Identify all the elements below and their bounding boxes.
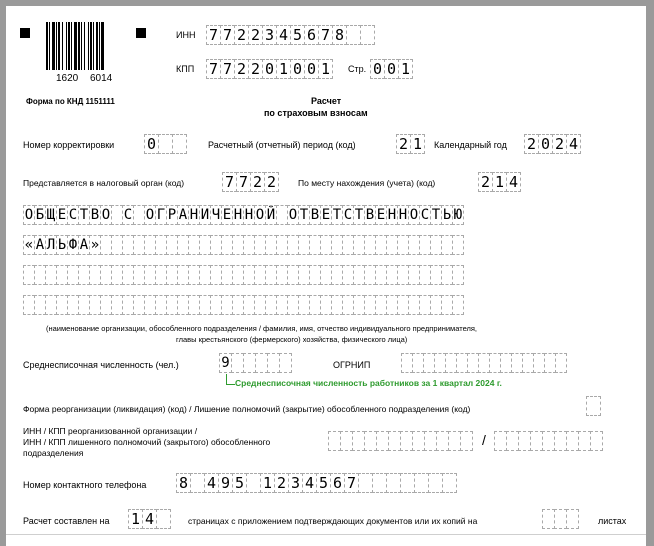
barcode-bar bbox=[68, 22, 70, 70]
char-cell[interactable]: В bbox=[90, 207, 100, 223]
char-cell[interactable]: Ф bbox=[68, 237, 78, 253]
char-cell[interactable]: Е bbox=[57, 207, 67, 223]
char-cell[interactable] bbox=[452, 295, 464, 315]
barcode-bar bbox=[71, 22, 72, 70]
char-cell[interactable]: 2 bbox=[264, 172, 279, 192]
char-cell[interactable]: 5 bbox=[232, 473, 247, 493]
char-cell[interactable]: 4 bbox=[142, 509, 157, 529]
location-cells[interactable] bbox=[478, 172, 521, 192]
barcode-bar bbox=[74, 22, 77, 70]
char-cell[interactable]: О bbox=[24, 207, 34, 223]
org-name-row-4[interactable] bbox=[23, 295, 464, 315]
char-cell[interactable]: Р bbox=[167, 207, 177, 223]
barcode-bar bbox=[96, 22, 98, 70]
headcount-cells[interactable] bbox=[219, 353, 292, 373]
char-cell[interactable]: Л bbox=[46, 237, 56, 253]
year-cells[interactable] bbox=[524, 134, 581, 154]
barcode-bar bbox=[84, 22, 85, 70]
headcount-annotation: Среднесписочная численность работников за 1 квартал 2024 г. bbox=[235, 378, 502, 388]
phone-label: Номер контактного телефона bbox=[23, 480, 147, 490]
reorg-slash: / bbox=[482, 432, 486, 448]
char-cell[interactable]: 1 bbox=[410, 134, 425, 154]
char-cell[interactable]: 2 bbox=[234, 59, 249, 79]
org-name-row-2[interactable] bbox=[23, 235, 464, 255]
char-cell[interactable]: 0 bbox=[384, 59, 399, 79]
char-cell[interactable]: Е bbox=[376, 207, 386, 223]
ogrnip-cells[interactable] bbox=[401, 353, 567, 373]
char-cell[interactable]: 7 bbox=[344, 473, 359, 493]
char-cell[interactable]: Н bbox=[233, 207, 243, 223]
char-cell[interactable] bbox=[346, 25, 361, 45]
kpp-label: КПП bbox=[176, 64, 195, 74]
reorg-cells[interactable] bbox=[586, 396, 601, 416]
tax-authority-cells[interactable] bbox=[222, 172, 279, 192]
char-cell[interactable] bbox=[414, 473, 429, 493]
pages-label-before: Расчет составлен на bbox=[23, 516, 110, 526]
char-cell[interactable]: 2 bbox=[552, 134, 567, 154]
barcode-bar bbox=[66, 22, 67, 70]
barcode-marker-right bbox=[136, 28, 146, 38]
barcode-number-right: 6014 bbox=[90, 73, 113, 84]
org-name-row-3[interactable] bbox=[23, 265, 464, 285]
char-cell[interactable]: 8 bbox=[176, 473, 191, 493]
char-cell[interactable]: Т bbox=[431, 207, 441, 223]
char-cell[interactable]: Ь bbox=[57, 237, 67, 253]
char-cell[interactable]: 1 bbox=[318, 59, 333, 79]
char-cell[interactable]: 2 bbox=[248, 59, 263, 79]
char-cell[interactable]: 7 bbox=[206, 25, 221, 45]
barcode-marker-left bbox=[20, 28, 30, 38]
location-label: По месту нахождения (учета) (код) bbox=[298, 178, 436, 188]
char-cell[interactable]: 6 bbox=[330, 473, 345, 493]
period-cells[interactable] bbox=[396, 134, 425, 154]
char-cell[interactable]: Ю bbox=[453, 207, 463, 223]
char-cell[interactable]: О bbox=[101, 207, 111, 223]
char-cell[interactable]: 7 bbox=[318, 25, 333, 45]
reorg-inn-cells[interactable] bbox=[328, 431, 473, 451]
char-cell[interactable]: Е bbox=[321, 207, 331, 223]
char-cell[interactable] bbox=[555, 353, 567, 373]
char-cell[interactable]: 9 bbox=[218, 473, 233, 493]
title-line1: Расчет bbox=[311, 96, 342, 106]
char-cell[interactable] bbox=[428, 473, 443, 493]
title-line2: по страховым взносам bbox=[264, 108, 368, 118]
char-cell[interactable]: И bbox=[200, 207, 210, 223]
char-cell[interactable]: 5 bbox=[290, 25, 305, 45]
char-cell[interactable]: 2 bbox=[524, 134, 539, 154]
char-cell[interactable]: О bbox=[409, 207, 419, 223]
char-cell[interactable]: 9 bbox=[219, 353, 232, 373]
ogrnip-label: ОГРНИП bbox=[333, 360, 371, 370]
char-cell[interactable]: 7 bbox=[222, 172, 237, 192]
pages-label-middle: страницах с приложением подтверждающих документов или их копий на bbox=[188, 516, 478, 526]
char-cell[interactable]: С bbox=[420, 207, 430, 223]
char-cell[interactable]: Г bbox=[156, 207, 166, 223]
char-cell[interactable] bbox=[360, 25, 375, 45]
char-cell[interactable]: О bbox=[145, 207, 155, 223]
char-cell[interactable] bbox=[279, 353, 292, 373]
barcode-bar bbox=[49, 22, 50, 70]
char-cell[interactable]: Н bbox=[387, 207, 397, 223]
barcode-bar bbox=[93, 22, 94, 70]
char-cell[interactable] bbox=[358, 473, 373, 493]
char-cell[interactable] bbox=[172, 134, 187, 154]
char-cell[interactable]: С bbox=[68, 207, 78, 223]
char-cell[interactable]: 2 bbox=[478, 172, 493, 192]
char-cell[interactable]: 2 bbox=[274, 473, 289, 493]
char-cell[interactable]: С bbox=[343, 207, 353, 223]
char-cell[interactable]: Щ bbox=[46, 207, 56, 223]
char-cell[interactable]: Т bbox=[79, 207, 89, 223]
char-cell[interactable]: 6 bbox=[304, 25, 319, 45]
barcode-bar bbox=[101, 22, 104, 70]
char-cell[interactable]: 3 bbox=[262, 25, 277, 45]
char-cell[interactable]: 0 bbox=[538, 134, 553, 154]
char-cell[interactable]: 0 bbox=[262, 59, 277, 79]
char-cell[interactable]: 1 bbox=[398, 59, 413, 79]
char-cell[interactable]: 4 bbox=[566, 134, 581, 154]
char-cell[interactable]: 4 bbox=[302, 473, 317, 493]
char-cell[interactable] bbox=[566, 509, 579, 529]
char-cell[interactable]: О bbox=[288, 207, 298, 223]
char-cell[interactable] bbox=[156, 509, 171, 529]
char-cell[interactable] bbox=[400, 473, 415, 493]
barcode-bar bbox=[52, 22, 55, 70]
barcode-number-left: 1620 bbox=[56, 73, 79, 84]
barcode-bar bbox=[46, 22, 48, 70]
reorg-inn-line2: ИНН / КПП лишенного полномочий (закрытого) обособленного bbox=[23, 437, 271, 447]
phone-cells[interactable] bbox=[176, 473, 457, 493]
period-label: Расчетный (отчетный) период (код) bbox=[208, 140, 356, 150]
char-cell[interactable] bbox=[590, 431, 603, 451]
reorg-kpp-cells[interactable] bbox=[494, 431, 603, 451]
char-cell[interactable]: А bbox=[35, 237, 45, 253]
page-label: Стр. bbox=[348, 64, 367, 74]
char-cell[interactable]: 7 bbox=[220, 59, 235, 79]
char-cell[interactable]: 0 bbox=[370, 59, 385, 79]
char-cell[interactable]: Т bbox=[354, 207, 364, 223]
reorg-label: Форма реорганизации (ликвидация) (код) / Лишение полномочий (закрытие) обособленного подразделения (код) bbox=[23, 404, 471, 414]
org-name-caption-1: (наименование организации, обособленного подразделения / фамилия, имя, отчество индивидуального предпринимателя, bbox=[46, 324, 478, 333]
char-cell[interactable]: В bbox=[310, 207, 320, 223]
char-cell[interactable]: А bbox=[79, 237, 89, 253]
char-cell[interactable]: Т bbox=[299, 207, 309, 223]
char-cell[interactable]: 4 bbox=[506, 172, 521, 192]
char-cell[interactable]: 0 bbox=[144, 134, 159, 154]
barcode-bar bbox=[81, 22, 82, 70]
barcode bbox=[20, 16, 150, 88]
pages-label-after: листах bbox=[598, 516, 627, 526]
form-sheet bbox=[6, 6, 646, 546]
char-cell[interactable]: О bbox=[255, 207, 265, 223]
char-cell[interactable]: 1 bbox=[276, 59, 291, 79]
char-cell[interactable]: 0 bbox=[304, 59, 319, 79]
char-cell[interactable]: « bbox=[24, 237, 34, 253]
form-code: Форма по КНД 1151111 bbox=[26, 97, 115, 106]
reorg-inn-line3: подразделения bbox=[23, 448, 84, 458]
char-cell[interactable]: 2 bbox=[248, 25, 263, 45]
bottom-divider bbox=[6, 534, 646, 535]
char-cell[interactable]: » bbox=[90, 237, 100, 253]
tax-authority-label: Представляется в налоговый орган (код) bbox=[23, 178, 185, 188]
char-cell[interactable] bbox=[452, 265, 464, 285]
char-cell[interactable] bbox=[442, 473, 457, 493]
barcode-bar bbox=[99, 22, 100, 70]
reorg-inn-line1: ИНН / КПП реорганизованной организации / bbox=[23, 426, 198, 436]
char-cell[interactable]: 4 bbox=[204, 473, 219, 493]
annotation-bracket bbox=[226, 374, 235, 385]
char-cell[interactable]: 5 bbox=[316, 473, 331, 493]
barcode-bar bbox=[90, 22, 92, 70]
correction-label: Номер корректировки bbox=[23, 140, 115, 150]
headcount-label: Среднесписочная численность (чел.) bbox=[23, 360, 179, 370]
char-cell[interactable]: Н bbox=[189, 207, 199, 223]
char-cell[interactable]: Е bbox=[222, 207, 232, 223]
org-name-row-1[interactable] bbox=[23, 205, 464, 225]
page-cells[interactable] bbox=[370, 59, 413, 79]
char-cell[interactable] bbox=[158, 134, 173, 154]
char-cell[interactable]: Б bbox=[35, 207, 45, 223]
char-cell[interactable]: 4 bbox=[276, 25, 291, 45]
char-cell[interactable]: Н bbox=[398, 207, 408, 223]
char-cell[interactable]: 7 bbox=[236, 172, 251, 192]
barcode-bar bbox=[62, 22, 63, 70]
barcode-bar bbox=[78, 22, 80, 70]
inn-label: ИНН bbox=[176, 30, 196, 40]
char-cell[interactable] bbox=[190, 473, 205, 493]
char-cell[interactable]: 1 bbox=[260, 473, 275, 493]
char-cell[interactable]: 0 bbox=[290, 59, 305, 79]
char-cell[interactable]: 2 bbox=[250, 172, 265, 192]
attach-cells[interactable] bbox=[542, 509, 579, 529]
char-cell[interactable]: В bbox=[365, 207, 375, 223]
char-cell[interactable]: 3 bbox=[288, 473, 303, 493]
barcode-bar bbox=[56, 22, 57, 70]
char-cell[interactable] bbox=[372, 473, 387, 493]
char-cell[interactable] bbox=[452, 235, 464, 255]
char-cell[interactable]: 8 bbox=[332, 25, 347, 45]
char-cell[interactable]: 7 bbox=[206, 59, 221, 79]
char-cell[interactable]: 1 bbox=[492, 172, 507, 192]
char-cell[interactable] bbox=[586, 396, 601, 416]
correction-cells[interactable] bbox=[144, 134, 187, 154]
char-cell[interactable]: Ч bbox=[211, 207, 221, 223]
barcode-bar bbox=[58, 22, 60, 70]
kpp-cells[interactable] bbox=[206, 59, 333, 79]
char-cell[interactable] bbox=[246, 473, 261, 493]
char-cell[interactable]: Ь bbox=[442, 207, 452, 223]
char-cell[interactable]: А bbox=[178, 207, 188, 223]
pages-cells[interactable] bbox=[128, 509, 171, 529]
char-cell[interactable]: 7 bbox=[220, 25, 235, 45]
char-cell[interactable]: Н bbox=[244, 207, 254, 223]
char-cell[interactable]: Т bbox=[332, 207, 342, 223]
inn-cells[interactable] bbox=[206, 25, 375, 45]
barcode-bar bbox=[88, 22, 89, 70]
char-cell[interactable]: 2 bbox=[396, 134, 411, 154]
char-cell[interactable]: 1 bbox=[128, 509, 143, 529]
char-cell[interactable]: С bbox=[123, 207, 133, 223]
barcode-bars bbox=[46, 16, 126, 76]
char-cell[interactable]: 2 bbox=[234, 25, 249, 45]
char-cell[interactable]: Й bbox=[266, 207, 276, 223]
year-label: Календарный год bbox=[434, 140, 507, 150]
char-cell[interactable] bbox=[386, 473, 401, 493]
org-name-caption-2: главы крестьянского (фермерского) хозяйства, физического лица) bbox=[176, 335, 408, 344]
char-cell[interactable] bbox=[460, 431, 473, 451]
